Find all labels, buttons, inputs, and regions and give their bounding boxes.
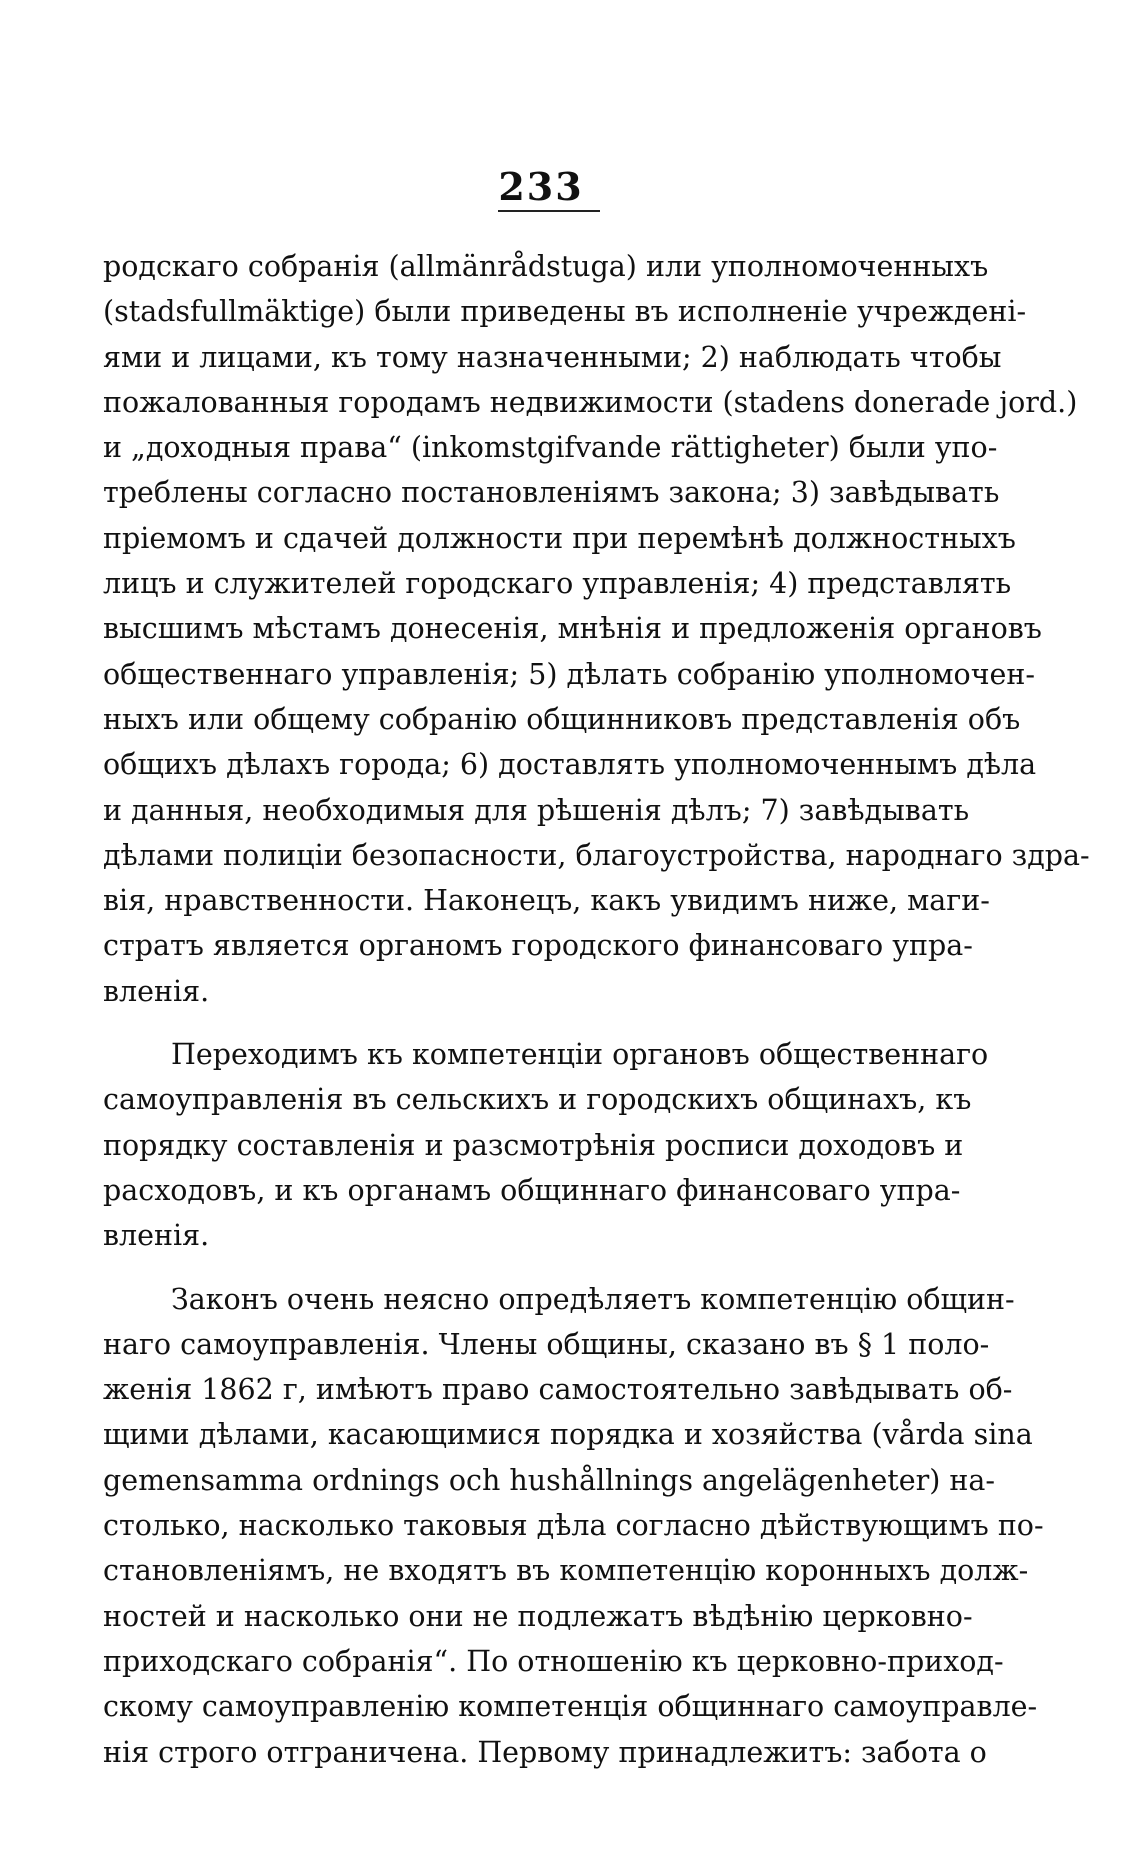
text-line: ями и лицами, къ тому назначенными; 2) наблюдать чтобы [103,340,1002,374]
text-line: пожалованныя городамъ недвижимости (stadens donerade jord.) [103,385,1078,419]
text-line: и „доходныя права“ (inkomstgifvande rättigheter) были упо- [103,431,998,465]
text-line: треблены согласно постановленіямъ закона; 3) завѣдывать [103,476,1000,510]
text-line: лицъ и служителей городскаго управленія; 4) представлять [103,567,1012,601]
text-line: порядку составленія и разсмотрѣнія росписи доходовъ и [103,1128,964,1162]
text-line: вія, нравственности. Наконецъ, какъ увидимъ ниже, маги- [103,884,990,918]
text-line: ныхъ или общему собранію общинниковъ представленія объ [103,702,1021,736]
text-line: родскаго собранія (allmänrådstuga) или уполномоченныхъ [103,250,989,283]
text-line: (stadsfullmäktige) были приведены въ исполненіе учрежденi- [103,295,1027,329]
text-line: вленія. [103,974,210,1008]
paragraph-gap [103,1259,960,1277]
page-number-rule [498,210,600,212]
body-text [103,244,1090,1775]
text-line: дѣлами полиціи безопасности, благоустройства, народнаго здра- [103,838,1090,872]
text-line: общихъ дѣлахъ города; 6) доставлять уполномоченнымъ дѣла [103,748,1037,782]
text-line: Законъ очень неясно опредѣляетъ компетенцію общин- [171,1282,1015,1316]
text-line: расходовъ, и къ органамъ общиннаго финансоваго упра- [103,1173,961,1207]
text-line: самоуправленія въ сельскихъ и городскихъ общинахъ, къ [103,1083,972,1117]
text-line: gemensamma ordnings och hushållnings angelägenheter) на- [103,1463,996,1497]
text-line: женія 1862 г, имѣютъ право самостоятельно завѣдывать об- [103,1373,1013,1407]
text-line: становленіямъ, не входятъ въ компетенцію коронныхъ долж- [103,1554,1029,1588]
text-line: ностей и насколько они не подлежатъ вѣдѣнію церковно- [103,1599,973,1633]
text-line: вленія. [103,1219,210,1253]
text-line: приходскаго собранія“. По отношенію къ церковно-приход- [103,1644,1004,1678]
paragraph-gap [103,1014,960,1032]
text-line: высшимъ мѣстамъ донесенія, мнѣнія и предложенія органовъ [103,612,1042,646]
text-line: и данныя, необходимыя для рѣшенія дѣлъ; 7) завѣдывать [103,793,970,827]
page-number: 233 [498,164,584,209]
text-line: наго самоуправленія. Члены общины, сказано въ § 1 поло- [103,1327,990,1361]
text-line: Переходимъ къ компетенціи органовъ общественнаго [171,1038,989,1072]
text-line: пріемомъ и сдачей должности при перемѣнѣ должностныхъ [103,521,1016,555]
text-line: скому самоуправленію компетенція общиннаго самоуправле- [103,1690,1038,1724]
text-line: щими дѣлами, касающимися порядка и хозяйства (vårda sina [103,1418,1033,1452]
text-line: стратъ является органомъ городского финансоваго упра- [103,929,973,963]
text-line: общественнаго управленія; 5) дѣлать собранію уполномочен- [103,657,1036,691]
text-line: столько, насколько таковыя дѣла согласно дѣйствующимъ по- [103,1509,1044,1543]
text-line: нія строго отграничена. Первому принадлежитъ: забота о [103,1735,987,1769]
